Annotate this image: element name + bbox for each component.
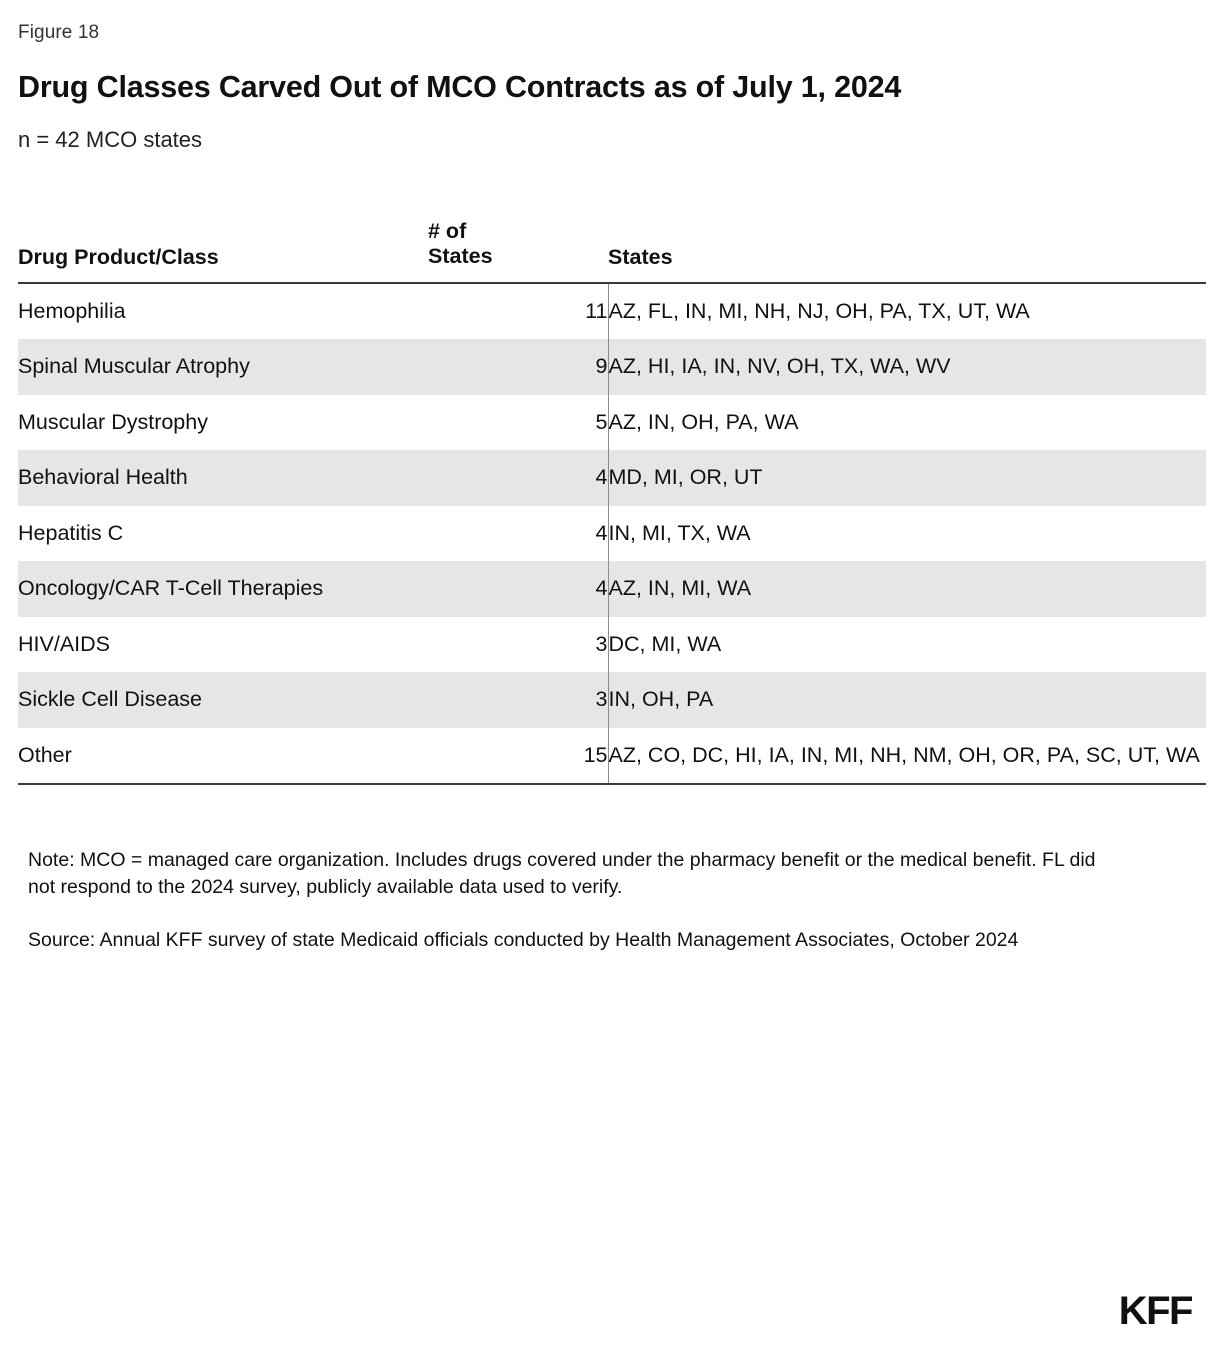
table-body bbox=[18, 283, 1206, 785]
table-row bbox=[18, 339, 1206, 395]
column-header-num-states-line1: # of bbox=[428, 219, 467, 243]
cell-num-states: 4 bbox=[428, 450, 608, 506]
cell-drug-class: Spinal Muscular Atrophy bbox=[18, 354, 250, 379]
cell-states: AZ, HI, IA, IN, NV, OH, TX, WA, WV bbox=[608, 354, 951, 379]
cell-drug-class: Hemophilia bbox=[18, 298, 126, 323]
column-header-num-states bbox=[428, 219, 608, 283]
cell-states: IN, OH, PA bbox=[608, 687, 714, 712]
cell-states: MD, MI, OR, UT bbox=[608, 465, 763, 490]
cell-states: AZ, IN, OH, PA, WA bbox=[608, 409, 799, 434]
table-row bbox=[18, 395, 1206, 451]
page-title: Drug Classes Carved Out of MCO Contracts as of July 1, 2024 bbox=[18, 70, 902, 104]
note-text: Note: MCO = managed care organization. Includes drugs covered under the pharmacy benefit or the medical benefit. FL did not respond to the 2024 survey, publicly available data used to verify. bbox=[28, 849, 1096, 899]
cell-drug-class: Muscular Dystrophy bbox=[18, 409, 208, 434]
cell-drug-class: Hepatitis C bbox=[18, 520, 124, 545]
column-header-num-states-line2: States bbox=[428, 244, 493, 269]
column-header-drug-class: Drug Product/Class bbox=[18, 244, 219, 269]
cell-drug-class: Other bbox=[18, 728, 428, 785]
cell-states: AZ, FL, IN, MI, NH, NJ, OH, PA, TX, UT, WA bbox=[608, 298, 1030, 323]
table-row bbox=[18, 506, 1206, 562]
cell-num-states: 4 bbox=[428, 506, 608, 562]
table-row bbox=[18, 617, 1206, 673]
cell-drug-class: HIV/AIDS bbox=[18, 631, 110, 656]
cell-drug-class: Sickle Cell Disease bbox=[18, 687, 203, 712]
drug-class-table bbox=[18, 219, 1206, 785]
cell-states: DC, MI, WA bbox=[608, 631, 722, 656]
table-header bbox=[18, 219, 1206, 283]
cell-num-states: 9 bbox=[428, 339, 608, 395]
column-header-states: States bbox=[608, 244, 673, 269]
subtitle: n = 42 MCO states bbox=[18, 127, 203, 152]
cell-num-states: 4 bbox=[428, 561, 608, 617]
table-row bbox=[18, 561, 1206, 617]
cell-num-states: 3 bbox=[428, 672, 608, 728]
table-row bbox=[18, 728, 1206, 785]
table-row bbox=[18, 672, 1206, 728]
table-header-row bbox=[18, 219, 1206, 283]
cell-states: AZ, IN, MI, WA bbox=[608, 576, 752, 601]
cell-states: IN, MI, TX, WA bbox=[608, 520, 751, 545]
source-text: Source: Annual KFF survey of state Medicaid officials conducted by Health Management Associates, October 2024 bbox=[28, 929, 1019, 952]
figure-label: Figure 18 bbox=[18, 22, 100, 43]
cell-num-states: 3 bbox=[428, 617, 608, 673]
cell-num-states: 15 bbox=[428, 728, 608, 785]
cell-drug-class: Behavioral Health bbox=[18, 465, 188, 490]
cell-states: AZ, CO, DC, HI, IA, IN, MI, NH, NM, OH, OR, PA, SC, UT, WA bbox=[608, 728, 1206, 785]
table-row bbox=[18, 283, 1206, 340]
cell-num-states: 5 bbox=[428, 395, 608, 451]
kff-logo: KFF bbox=[1118, 1289, 1192, 1333]
cell-drug-class: Oncology/CAR T-Cell Therapies bbox=[18, 576, 324, 601]
table-row bbox=[18, 450, 1206, 506]
cell-num-states: 11 bbox=[428, 283, 608, 340]
